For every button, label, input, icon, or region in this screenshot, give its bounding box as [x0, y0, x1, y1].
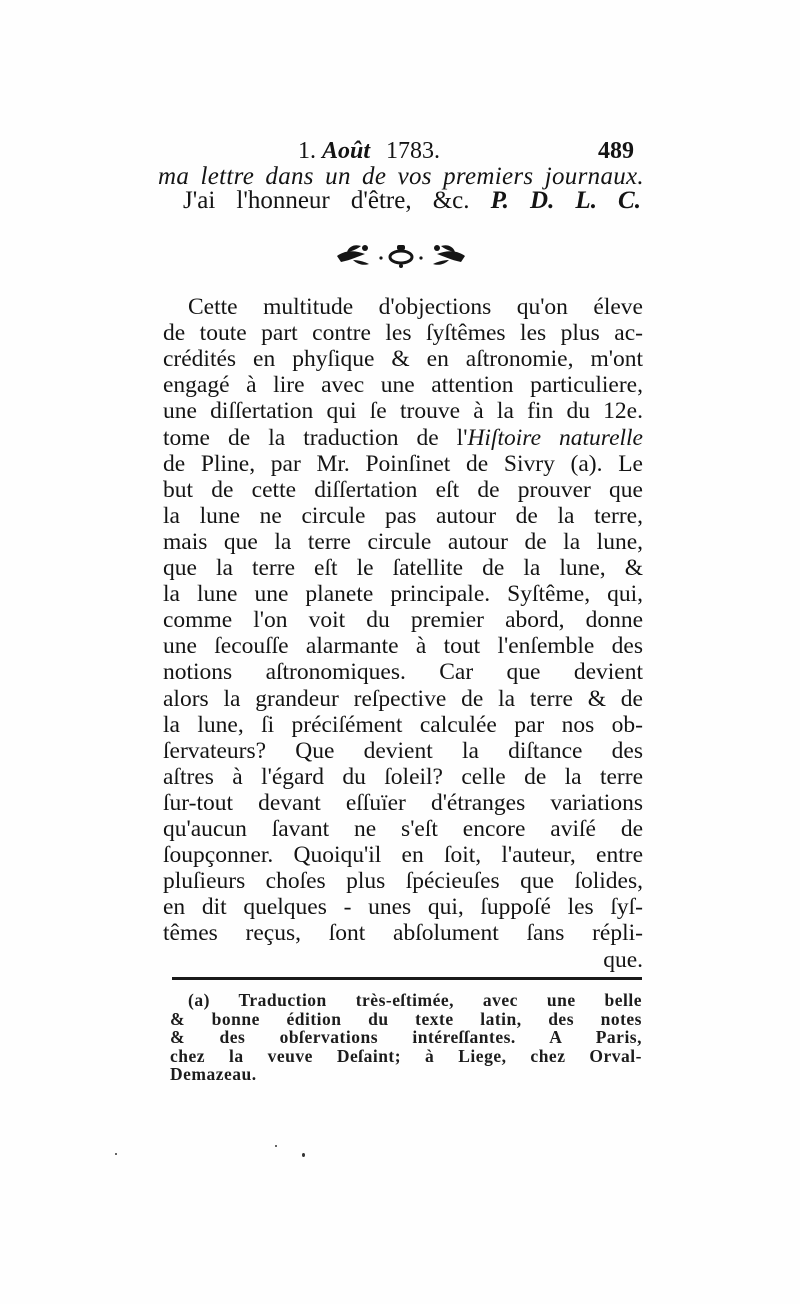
body-line-text: tome de la traduction de l': [163, 424, 468, 451]
body-line: [163, 893, 643, 921]
footnote-line-text: Demazeau.: [170, 1064, 257, 1084]
footnote-line: [170, 1009, 642, 1029]
letter-closing-line: ma lettre dans un de vos premiers journaux.: [158, 163, 644, 190]
body-line-text: ſur-tout devant eſſuïer d'étranges variations: [163, 789, 643, 816]
scan-speck: [115, 1153, 117, 1155]
body-line: [163, 841, 643, 869]
body-line: [163, 345, 643, 373]
footnote-line-text: chez la veuve Deſaint; à Liege, chez Orval-: [170, 1045, 642, 1066]
body-line: [163, 580, 643, 608]
body-line-text: crédités en phyſique & en aſtronomie, m'ont: [163, 346, 643, 373]
fleuron-ornament-icon: [335, 240, 467, 270]
header-day: 1.: [298, 138, 316, 164]
body-line-text: la lune ne circule pas autour de la terre,: [163, 502, 643, 529]
body-line-text: en dit quelques - unes qui, ſuppoſé les ſyſ-: [163, 894, 643, 921]
body-line: [163, 502, 643, 530]
body-line-text: têmes reçus, ſont abſolument ſans répli-: [163, 920, 643, 947]
body-line-text: une diſſertation qui ſe trouve à la fin du 12e.: [163, 398, 643, 425]
body-line: [163, 789, 643, 817]
footnote-rule: [172, 977, 642, 980]
footnote-line: [188, 990, 642, 1010]
scan-speck: [302, 1153, 305, 1157]
footnote-line-text: (a) Traduction très-eſtimée, avec une belle: [188, 990, 642, 1010]
body-line: [163, 946, 643, 974]
footnote-line-text: & des obſervations intéreſſantes. A Paris,: [170, 1027, 642, 1047]
page-number: 489: [598, 138, 634, 164]
italic-book-title: Hiſtoire naturelle: [467, 424, 643, 451]
body-line-text: pluſieurs choſes plus ſpécieuſes que ſolides,: [163, 868, 643, 895]
body-line: [163, 737, 643, 765]
body-line-text: ſoupçonner. Quoiqu'il en ſoit, l'auteur, entre: [163, 842, 643, 869]
footnote-line: [170, 1027, 642, 1047]
body-line-text: comme l'on voit du premier abord, donne: [163, 607, 643, 634]
body-line-text: but de cette diſſertation eſt de prouver que: [163, 476, 643, 503]
signature-initials: P. D. L. C.: [490, 187, 641, 214]
body-line-text: la lune, ſi préciſément calculée par nos ob-: [163, 711, 643, 738]
body-line-text: la lune une planete principale. Syſtême, qui,: [163, 581, 643, 608]
body-line-text: qu'aucun ſavant ne s'eſt encore aviſé de: [163, 816, 643, 842]
body-line: [163, 685, 643, 713]
footnote-line: [170, 1046, 642, 1066]
body-line-text: que.: [603, 946, 643, 973]
body-line-text: aſtres à l'égard du ſoleil? celle de la terre: [163, 763, 643, 790]
scan-speck: [275, 1145, 277, 1147]
body-line: [188, 293, 643, 321]
body-line: [163, 606, 643, 634]
body-line-text: de Pline, par Mr. Poinſinet de Sivry (a). Le: [163, 450, 643, 477]
body-line-text: que la terre eſt le ſatellite de la lune, &: [163, 555, 643, 581]
body-line: [163, 554, 643, 582]
body-line: [163, 371, 643, 399]
body-line-text: alors la grandeur reſpective de la terre & de: [163, 685, 643, 712]
body-line: [163, 763, 643, 791]
header-month: Août: [322, 138, 371, 164]
body-line: [163, 815, 643, 843]
body-line: [163, 658, 643, 686]
body-line-text: de toute part contre les ſyſtêmes les plus ac-: [163, 320, 643, 347]
footnote-line-text: & bonne édition du texte latin, des notes: [170, 1008, 642, 1029]
letter-signoff: [183, 187, 641, 215]
body-line-text: engagé à lire avec une attention particuliere,: [163, 372, 643, 399]
body-line: [163, 424, 643, 452]
body-line-text: Cette multitude d'objections qu'on éleve: [188, 294, 643, 320]
footnote-line: [170, 1064, 642, 1084]
body-line-text: ſervateurs? Que devient la diſtance des: [163, 737, 643, 764]
body-line-text: notions aſtronomiques. Car que devient: [163, 659, 643, 686]
body-line: [163, 919, 643, 947]
body-line: [163, 528, 643, 556]
body-line: [163, 476, 643, 504]
body-line-text: une ſecouſſe alarmante à tout l'enſemble des: [163, 633, 643, 660]
body-line: [163, 867, 643, 895]
body-line: [163, 319, 643, 347]
body-line-text: mais que la terre circule autour de la lune,: [163, 528, 643, 555]
signoff-text: J'ai l'honneur d'être, &c.: [183, 187, 470, 214]
body-line: [163, 632, 643, 660]
body-line: [163, 711, 643, 739]
body-line: [163, 450, 643, 478]
header-year: 1783.: [386, 138, 440, 164]
body-line: [163, 397, 643, 425]
